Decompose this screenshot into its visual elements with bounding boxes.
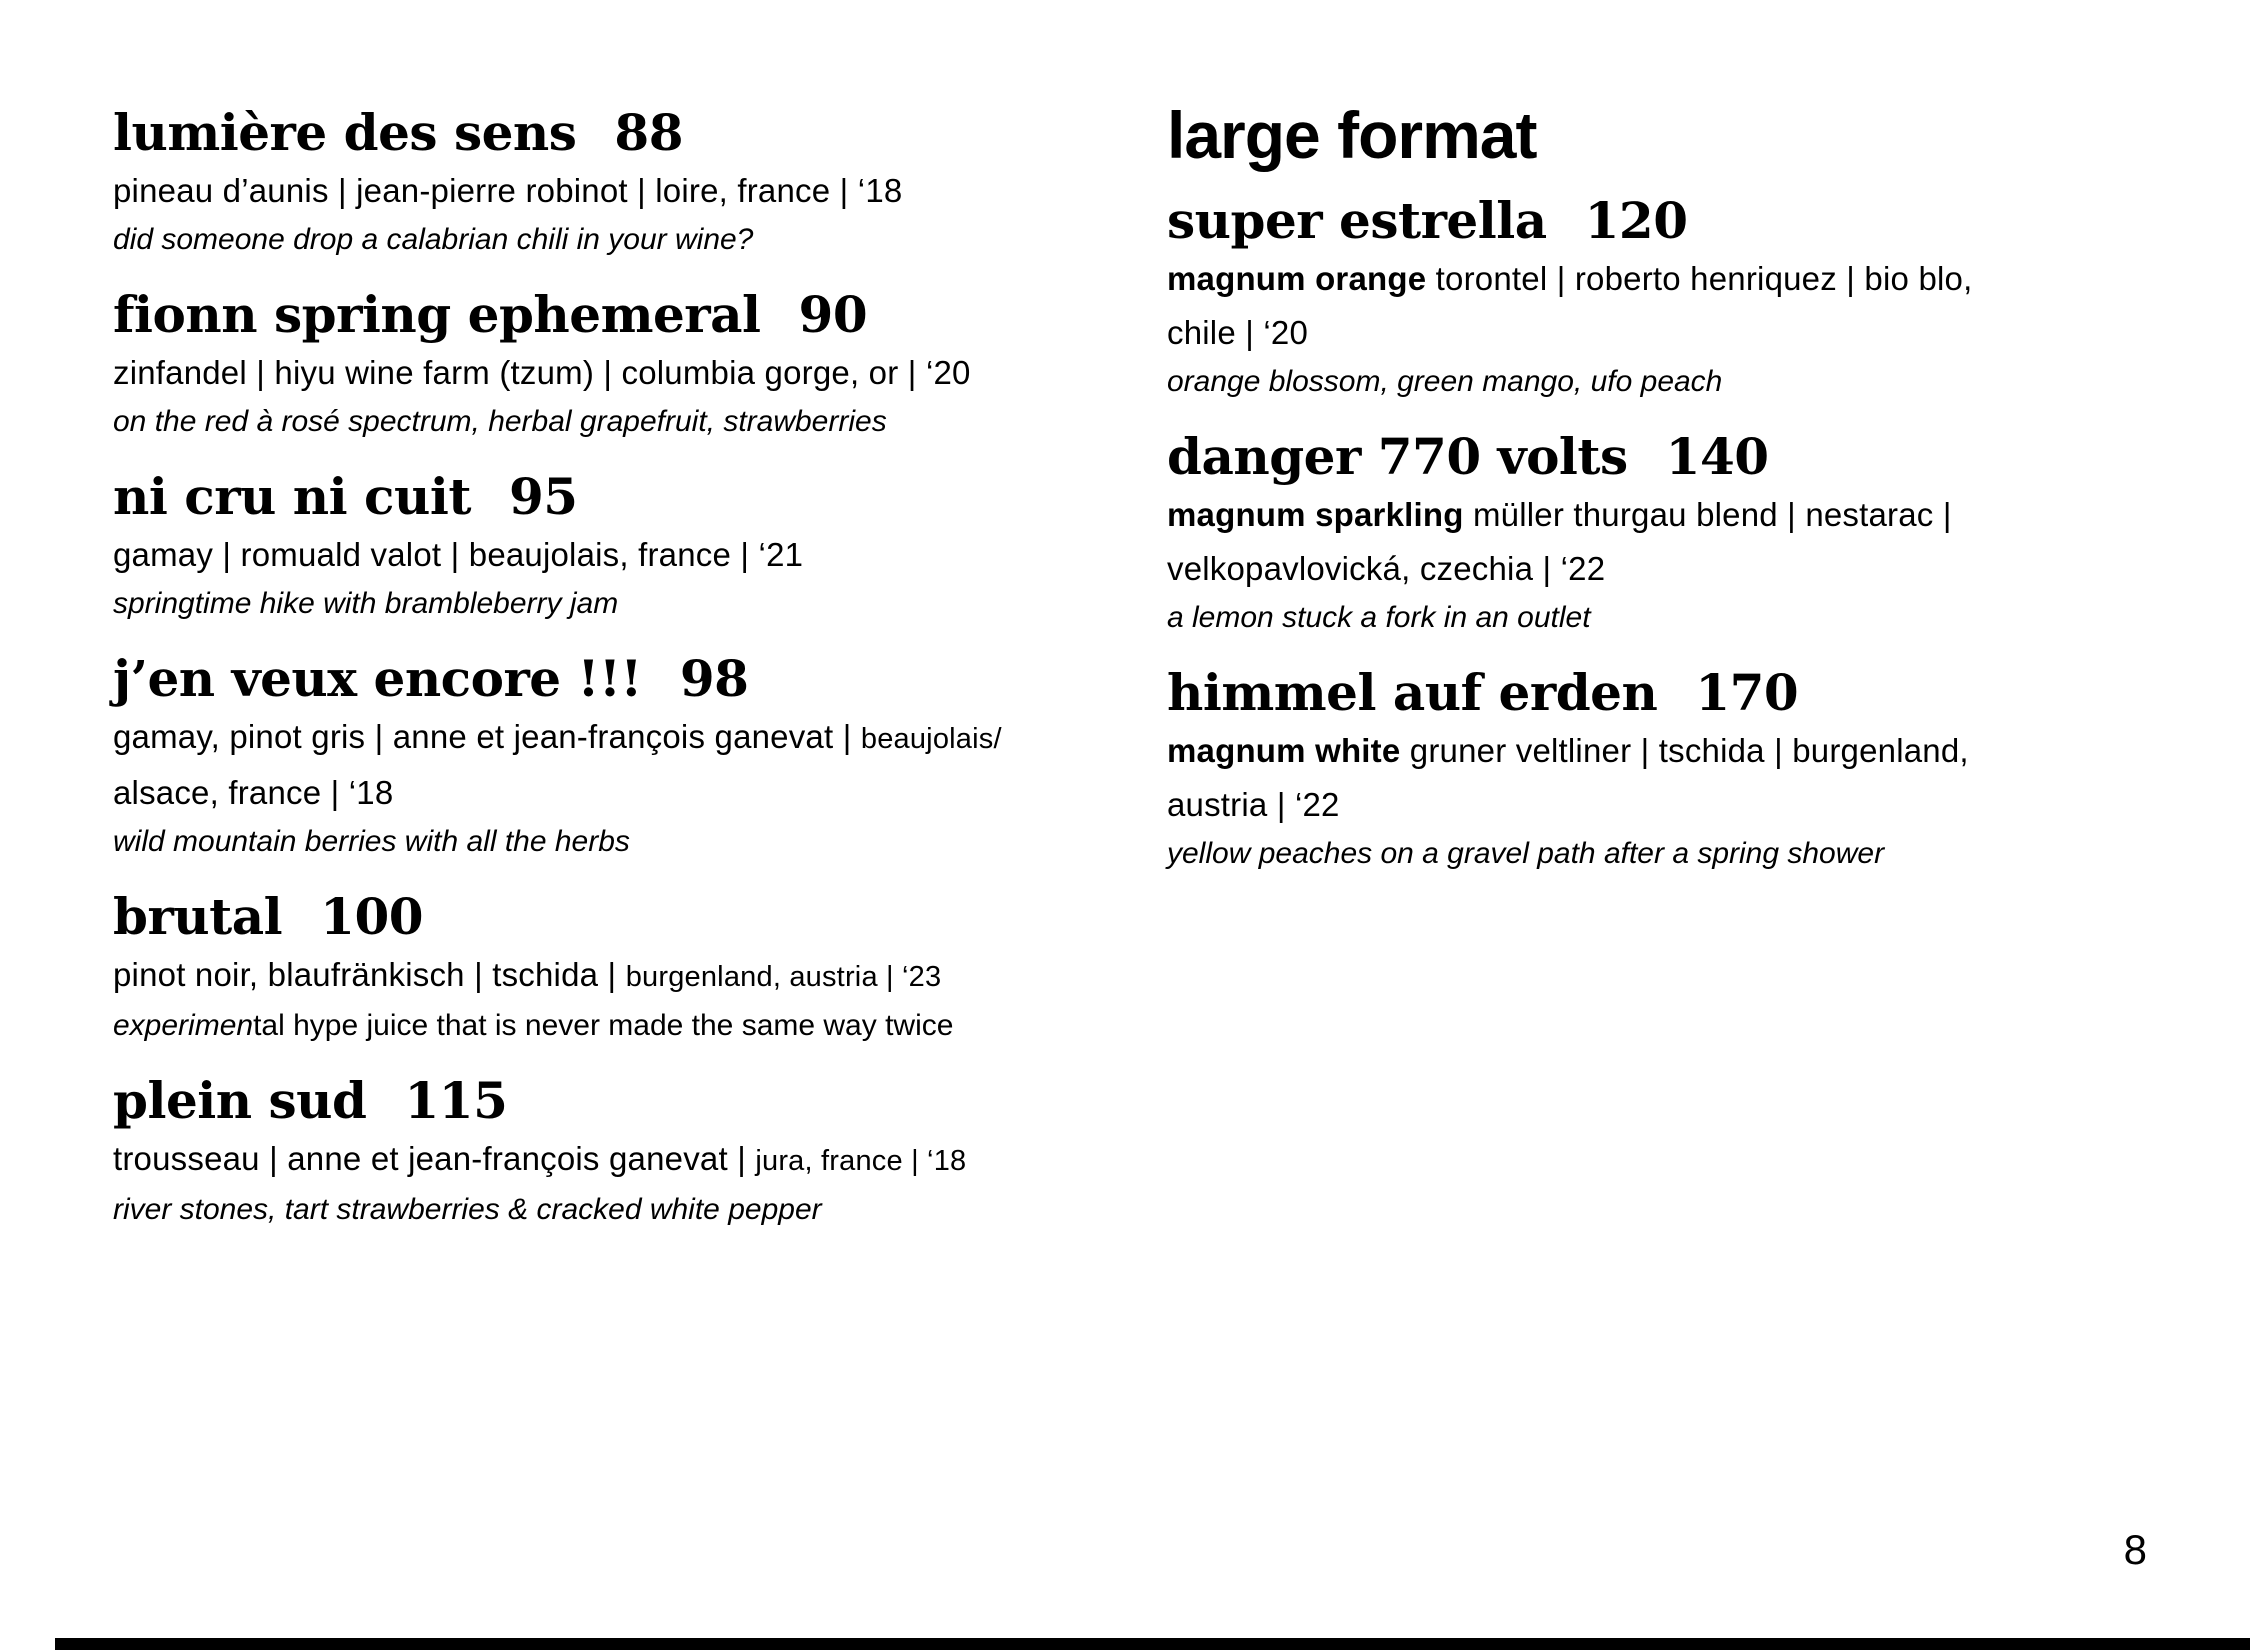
entry-detail-line xyxy=(1167,256,2177,302)
entry-tasting-note xyxy=(1167,834,2177,874)
text-segment: magnum orange xyxy=(1167,260,1427,297)
entry-price: 120 xyxy=(1584,191,1688,250)
menu-entry xyxy=(1167,427,2177,638)
text-segment: gamay, pinot gris | anne et jean-françois ganevat | xyxy=(113,718,861,755)
entry-tasting-note xyxy=(113,220,1143,260)
menu-entry xyxy=(113,649,1143,862)
entry-detail-line xyxy=(113,350,1143,396)
entry-detail-line xyxy=(113,532,1143,578)
text-segment: burgenland, austria | ‘23 xyxy=(625,961,942,993)
entry-price: 98 xyxy=(679,649,749,708)
entry-detail-line xyxy=(1167,782,2177,828)
text-segment: beaujolais/ xyxy=(860,723,1002,755)
entry-price: 90 xyxy=(798,285,868,344)
entry-tasting-note xyxy=(113,402,1143,442)
entry-price: 88 xyxy=(614,103,684,162)
text-segment: müller thurgau blend | nestarac | xyxy=(1463,496,1952,533)
text-segment: magnum sparkling xyxy=(1167,496,1464,533)
entry-detail-line xyxy=(113,168,1143,214)
entry-title xyxy=(1167,191,2177,250)
entry-title xyxy=(113,649,1143,708)
entry-price: 170 xyxy=(1695,663,1799,722)
entry-tasting-note xyxy=(113,1006,1143,1046)
text-segment: orange blossom, green mango, ufo peach xyxy=(1167,365,1723,398)
entry-price: 115 xyxy=(404,1071,508,1130)
entry-detail-line xyxy=(113,1136,1143,1184)
entry-name: himmel auf erden xyxy=(1167,663,1658,722)
text-segment: magnum white xyxy=(1167,732,1401,769)
text-segment: on the red à rosé spectrum, herbal grapefruit, strawberries xyxy=(113,405,887,438)
entry-name: j’en veux encore !!! xyxy=(113,649,642,708)
entry-tasting-note xyxy=(113,822,1143,862)
entry-detail-line xyxy=(113,770,1143,816)
entry-name: lumière des sens xyxy=(113,103,577,162)
entry-detail-line xyxy=(1167,546,2177,592)
text-segment: springtime hike with brambleberry jam xyxy=(113,587,619,620)
entry-detail-line xyxy=(1167,492,2177,538)
text-segment: wild mountain berries with all the herbs xyxy=(113,825,630,858)
entry-detail-line xyxy=(1167,728,2177,774)
section-heading-large-format: large format xyxy=(1167,98,1537,172)
entry-price: 100 xyxy=(320,887,424,946)
text-segment: gamay | romuald valot | beaujolais, france | ‘21 xyxy=(113,536,804,573)
text-segment: torontel | roberto henriquez | bio blo, xyxy=(1426,260,1973,297)
text-segment: pineau d’aunis | jean-pierre robinot | loire, france | ‘18 xyxy=(113,172,903,209)
menu-entry xyxy=(113,467,1143,624)
text-segment: zinfandel | hiyu wine farm (tzum) | columbia gorge, or | ‘20 xyxy=(113,354,971,391)
wine-list-right-column xyxy=(1167,100,2177,902)
text-segment: did someone drop a calabrian chili in your wine? xyxy=(113,223,754,256)
text-segment: pinot noir, blaufränkisch | tschida | xyxy=(113,956,626,993)
entry-title xyxy=(113,1071,1143,1130)
entry-tasting-note xyxy=(1167,598,2177,638)
text-segment: gruner veltliner | tschida | burgenland, xyxy=(1400,732,1969,769)
entry-detail-line xyxy=(1167,310,2177,356)
menu-entry xyxy=(113,887,1143,1046)
entry-title xyxy=(113,103,1143,162)
text-segment: tal hype juice that is never made the same way twice xyxy=(253,1009,954,1042)
text-segment: chile | ‘20 xyxy=(1167,314,1309,351)
entry-name: ni cru ni cuit xyxy=(113,467,471,526)
entry-name: super estrella xyxy=(1167,191,1547,250)
entry-name: fionn spring ephemeral xyxy=(113,285,761,344)
menu-entry xyxy=(113,1071,1143,1230)
entry-tasting-note xyxy=(1167,362,2177,402)
text-segment: experimen xyxy=(113,1009,254,1042)
entry-price: 140 xyxy=(1665,427,1769,486)
menu-entry xyxy=(1167,663,2177,874)
entry-title xyxy=(1167,663,2177,722)
entry-tasting-note xyxy=(113,584,1143,624)
text-segment: austria | ‘22 xyxy=(1167,786,1340,823)
bottom-edge-bar xyxy=(55,1638,2250,1650)
text-segment: jura, france | ‘18 xyxy=(755,1145,967,1177)
text-segment: yellow peaches on a gravel path after a spring shower xyxy=(1167,837,1885,870)
wine-list-left-column xyxy=(113,103,1143,1258)
entry-name: brutal xyxy=(113,887,283,946)
menu-entry xyxy=(113,103,1143,260)
entry-tasting-note xyxy=(113,1190,1143,1230)
menu-entry xyxy=(1167,191,2177,402)
entry-title xyxy=(113,467,1143,526)
text-segment: river stones, tart strawberries & cracked white pepper xyxy=(113,1193,822,1226)
text-segment: trousseau | anne et jean-françois ganevat | xyxy=(113,1140,756,1177)
entry-title xyxy=(113,887,1143,946)
entry-name: plein sud xyxy=(113,1071,367,1130)
entry-price: 95 xyxy=(508,467,578,526)
large-format-entries xyxy=(1167,191,2177,874)
page-number: 8 xyxy=(2123,1526,2147,1573)
entry-detail-line xyxy=(113,952,1143,1000)
entry-name: danger 770 volts xyxy=(1167,427,1628,486)
text-segment: a lemon stuck a fork in an outlet xyxy=(1167,601,1591,634)
text-segment: velkopavlovická, czechia | ‘22 xyxy=(1167,550,1606,587)
entry-title xyxy=(113,285,1143,344)
text-segment: alsace, france | ‘18 xyxy=(113,774,394,811)
entry-detail-line xyxy=(113,714,1143,762)
entry-title xyxy=(1167,427,2177,486)
menu-entry xyxy=(113,285,1143,442)
